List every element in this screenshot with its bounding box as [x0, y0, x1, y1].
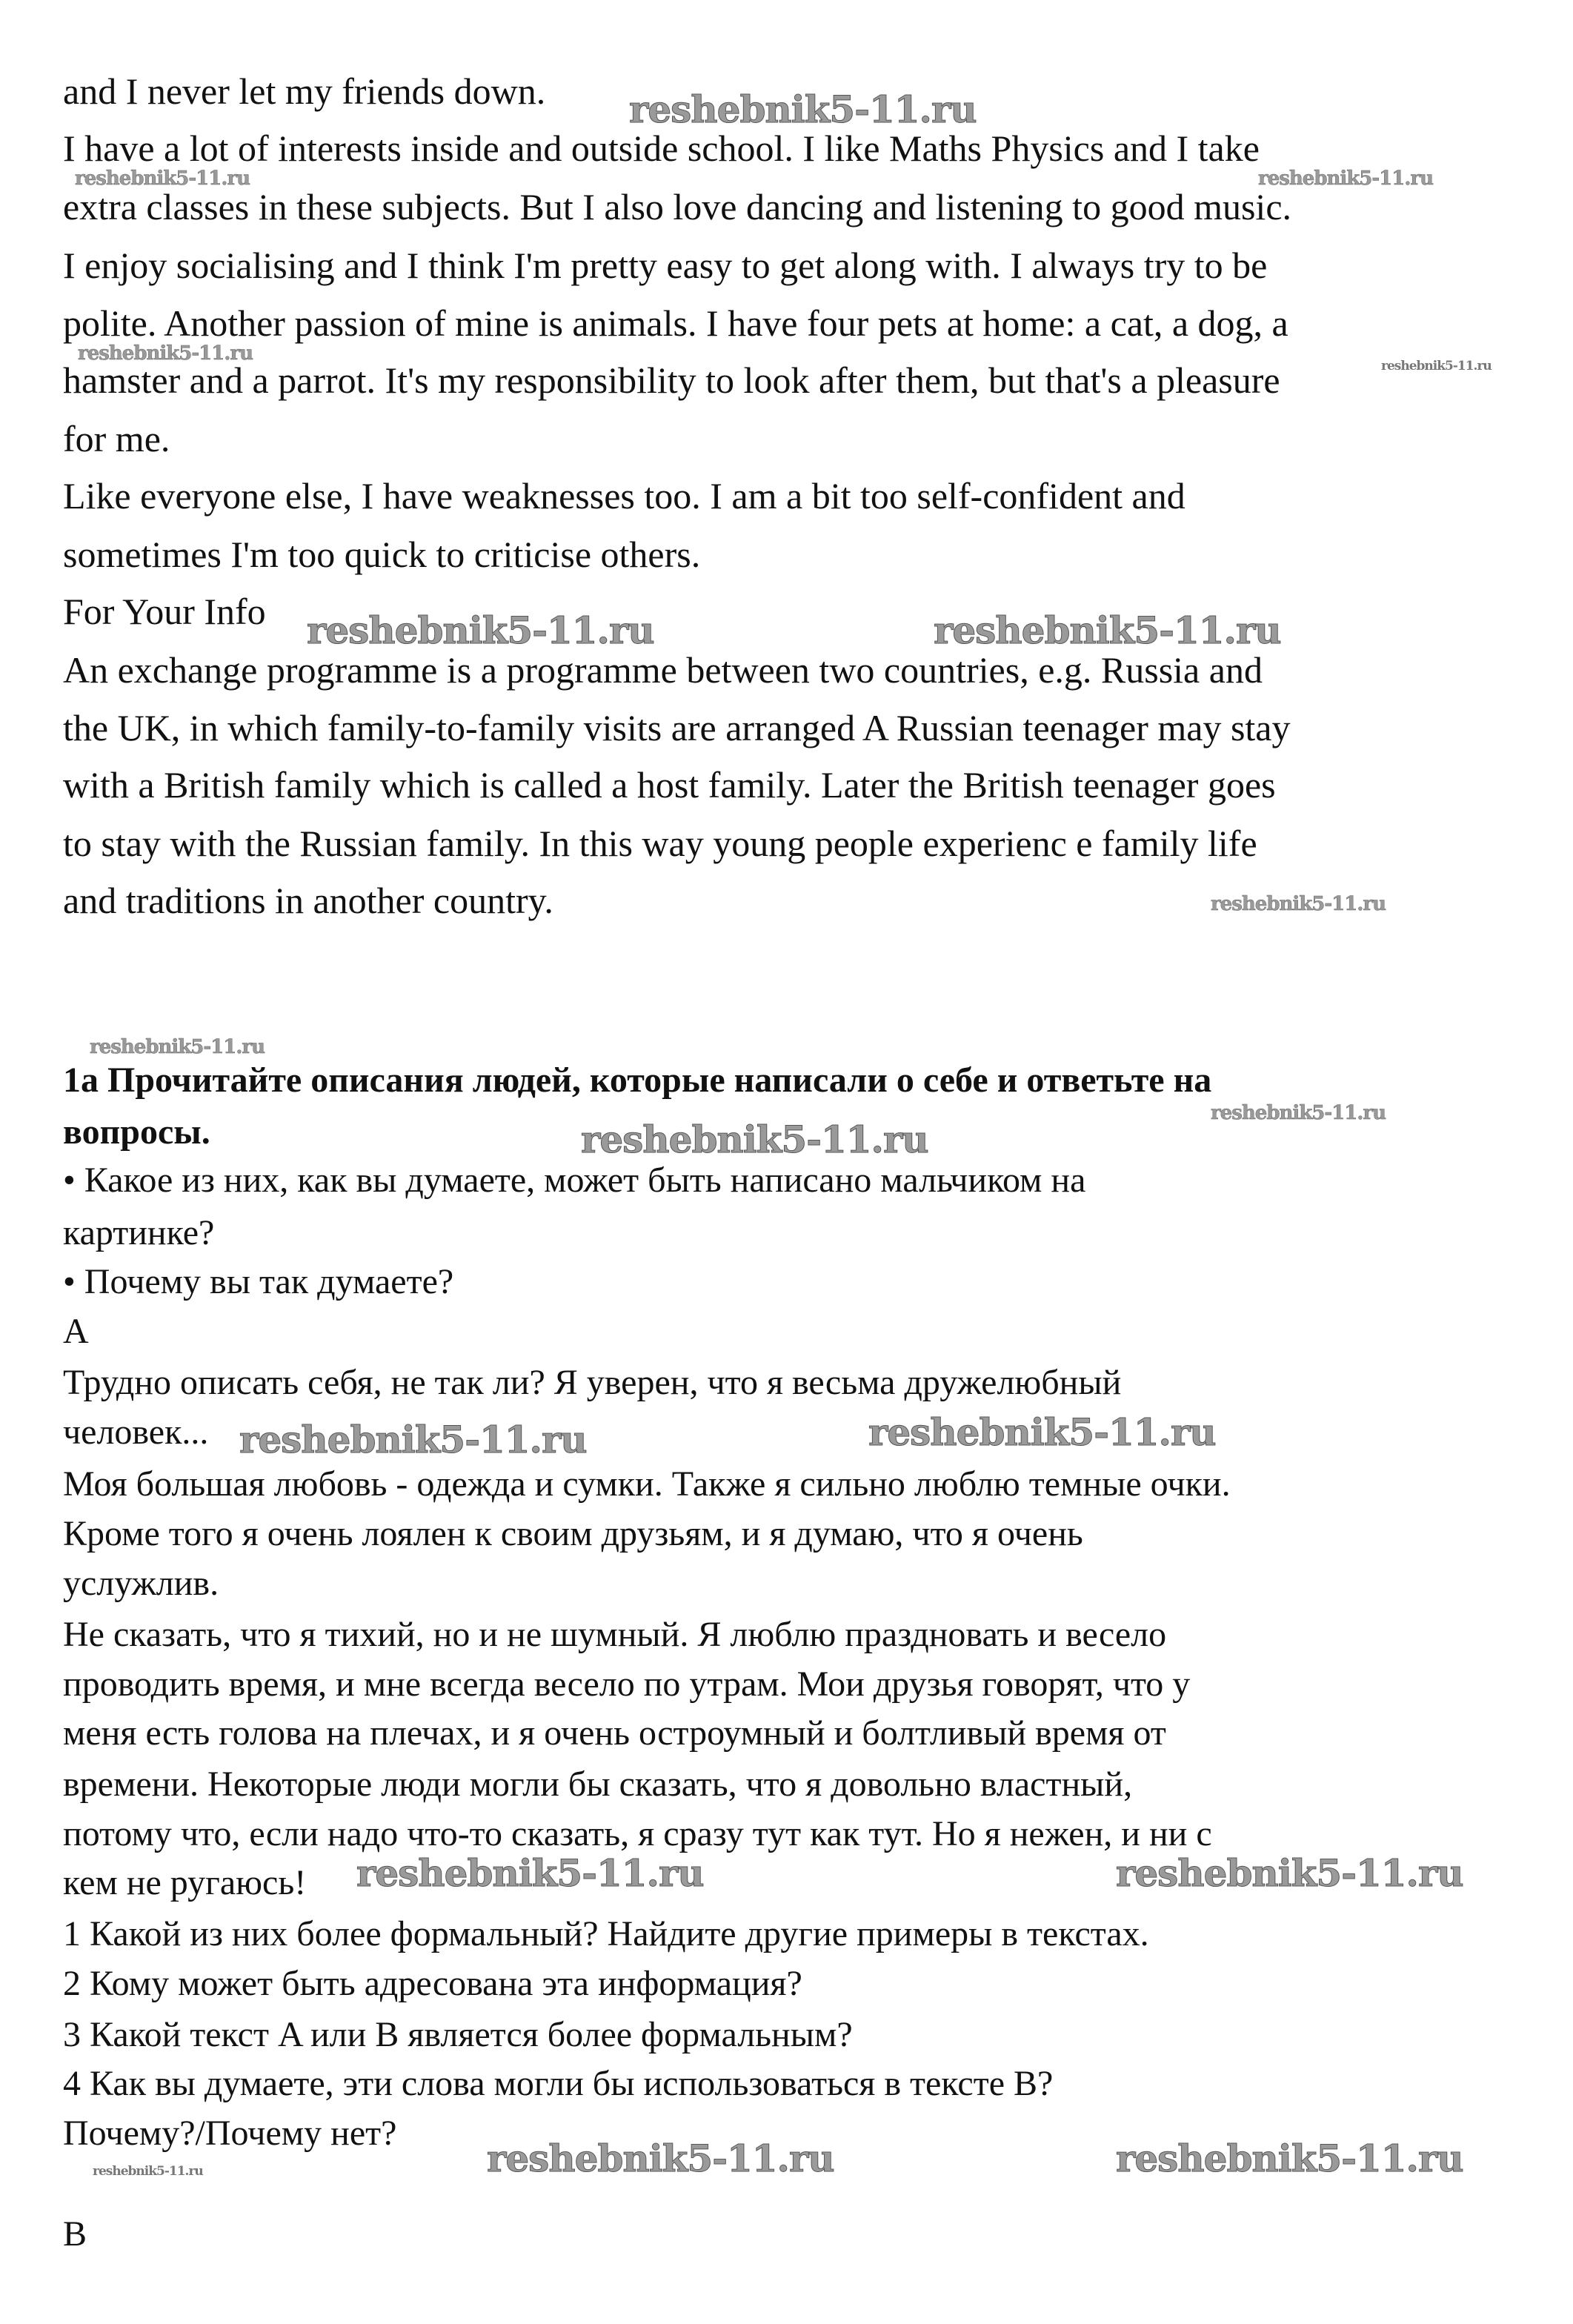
- watermark: reshebnik5-11.ru: [1116, 2137, 1463, 2180]
- text-line: Не сказать, что я тихий, но и не шумный. Я люблю праздновать и весело: [63, 1615, 1167, 1654]
- text-line: проводить время, и мне всегда весело по утрам. Мои друзья говорят, что у: [63, 1664, 1191, 1704]
- watermark: reshebnik5-11.ru: [581, 1118, 928, 1161]
- text-line: услужлив.: [63, 1564, 219, 1603]
- text-line: to stay with the Russian family. In this way young people experienc e family life: [63, 823, 1257, 864]
- watermark: reshebnik5-11.ru: [1211, 893, 1386, 915]
- question-3: 3 Какой текст A или B является более формальным?: [63, 2015, 853, 2054]
- watermark: reshebnik5-11.ru: [75, 167, 250, 190]
- text-line: Like everyone else, I have weaknesses too. I am a bit too self-confident and: [63, 475, 1185, 517]
- watermark: reshebnik5-11.ru: [629, 87, 977, 131]
- text-line: • Почему вы так думаете?: [63, 1262, 454, 1301]
- exercise-heading: 1a Прочитайте описания людей, которые написали о себе и ответьте на: [63, 1060, 1212, 1100]
- watermark: reshebnik5-11.ru: [78, 342, 253, 365]
- text-line: for me.: [63, 418, 170, 459]
- text-line: • Какое из них, как вы думаете, может быть написано мальчиком на: [63, 1161, 1086, 1200]
- watermark: reshebnik5-11.ru: [934, 608, 1281, 652]
- exercise-heading: вопросы.: [63, 1112, 210, 1152]
- question-4: 4 Как вы думаете, эти слова могли бы использоваться в тексте B?: [63, 2064, 1054, 2103]
- text-line: Моя большая любовь - одежда и сумки. Также я сильно люблю темные очки.: [63, 1464, 1231, 1504]
- text-line: Трудно описать себя, не так ли? Я уверен, что я весьма дружелюбный: [63, 1363, 1122, 1402]
- text-line: I enjoy socialising and I think I'm pretty easy to get along with. I always try to be: [63, 245, 1268, 286]
- text-label: A: [63, 1312, 89, 1351]
- text-line: человек...: [63, 1412, 209, 1452]
- watermark: reshebnik5-11.ru: [487, 2137, 834, 2180]
- text-line: the UK, in which family-to-family visits are arranged A Russian teenager may stay: [63, 707, 1291, 748]
- text-line: Кроме того я очень лоялен к своим друзьям, и я думаю, что я очень: [63, 1514, 1083, 1553]
- text-line: sometimes I'm too quick to criticise others.: [63, 534, 701, 575]
- text-line: кем не ругаюсь!: [63, 1863, 307, 1902]
- text-line: I have a lot of interests inside and outside school. I like Maths Physics and I take: [63, 127, 1260, 169]
- watermark: reshebnik5-11.ru: [307, 608, 654, 652]
- watermark: reshebnik5-11.ru: [90, 1036, 265, 1058]
- watermark: reshebnik5-11.ru: [1211, 1102, 1386, 1124]
- text-line: меня есть голова на плечах, и я очень остроумный и болтливый время от: [63, 1713, 1166, 1753]
- text-line: hamster and a parrot. It's my responsibility to look after them, but that's a pleasure: [63, 359, 1280, 401]
- section-label: For Your Info: [63, 591, 266, 632]
- watermark: reshebnik5-11.ru: [1381, 359, 1491, 374]
- watermark: reshebnik5-11.ru: [1258, 167, 1434, 190]
- text-line: polite. Another passion of mine is animals. I have four pets at home: a cat, a dog, a: [63, 302, 1288, 344]
- text-line: and traditions in another country.: [63, 880, 553, 921]
- watermark: reshebnik5-11.ru: [868, 1410, 1216, 1454]
- text-line: картинке?: [63, 1213, 215, 1252]
- text-label: B: [63, 2214, 87, 2254]
- watermark: reshebnik5-11.ru: [239, 1418, 587, 1461]
- text-line: extra classes in these subjects. But I also love dancing and listening to good music.: [63, 186, 1292, 228]
- question-1: 1 Какой из них более формальный? Найдите другие примеры в текстах.: [63, 1914, 1149, 1953]
- text-line: and I never let my friends down.: [63, 70, 546, 112]
- text-line: with a British family which is called a host family. Later the British teenager goes: [63, 764, 1276, 806]
- watermark: reshebnik5-11.ru: [93, 2164, 203, 2179]
- watermark: reshebnik5-11.ru: [356, 1851, 704, 1895]
- text-line: An exchange programme is a programme between two countries, e.g. Russia and: [63, 649, 1263, 691]
- question-2: 2 Кому может быть адресована эта информация?: [63, 1964, 802, 2003]
- text-line: Почему?/Почему нет?: [63, 2114, 397, 2153]
- text-line: потому что, если надо что-то сказать, я сразу тут как тут. Но я нежен, и ни с: [63, 1814, 1212, 1853]
- watermark: reshebnik5-11.ru: [1116, 1851, 1463, 1895]
- text-line: времени. Некоторые люди могли бы сказать, что я довольно властный,: [63, 1764, 1133, 1804]
